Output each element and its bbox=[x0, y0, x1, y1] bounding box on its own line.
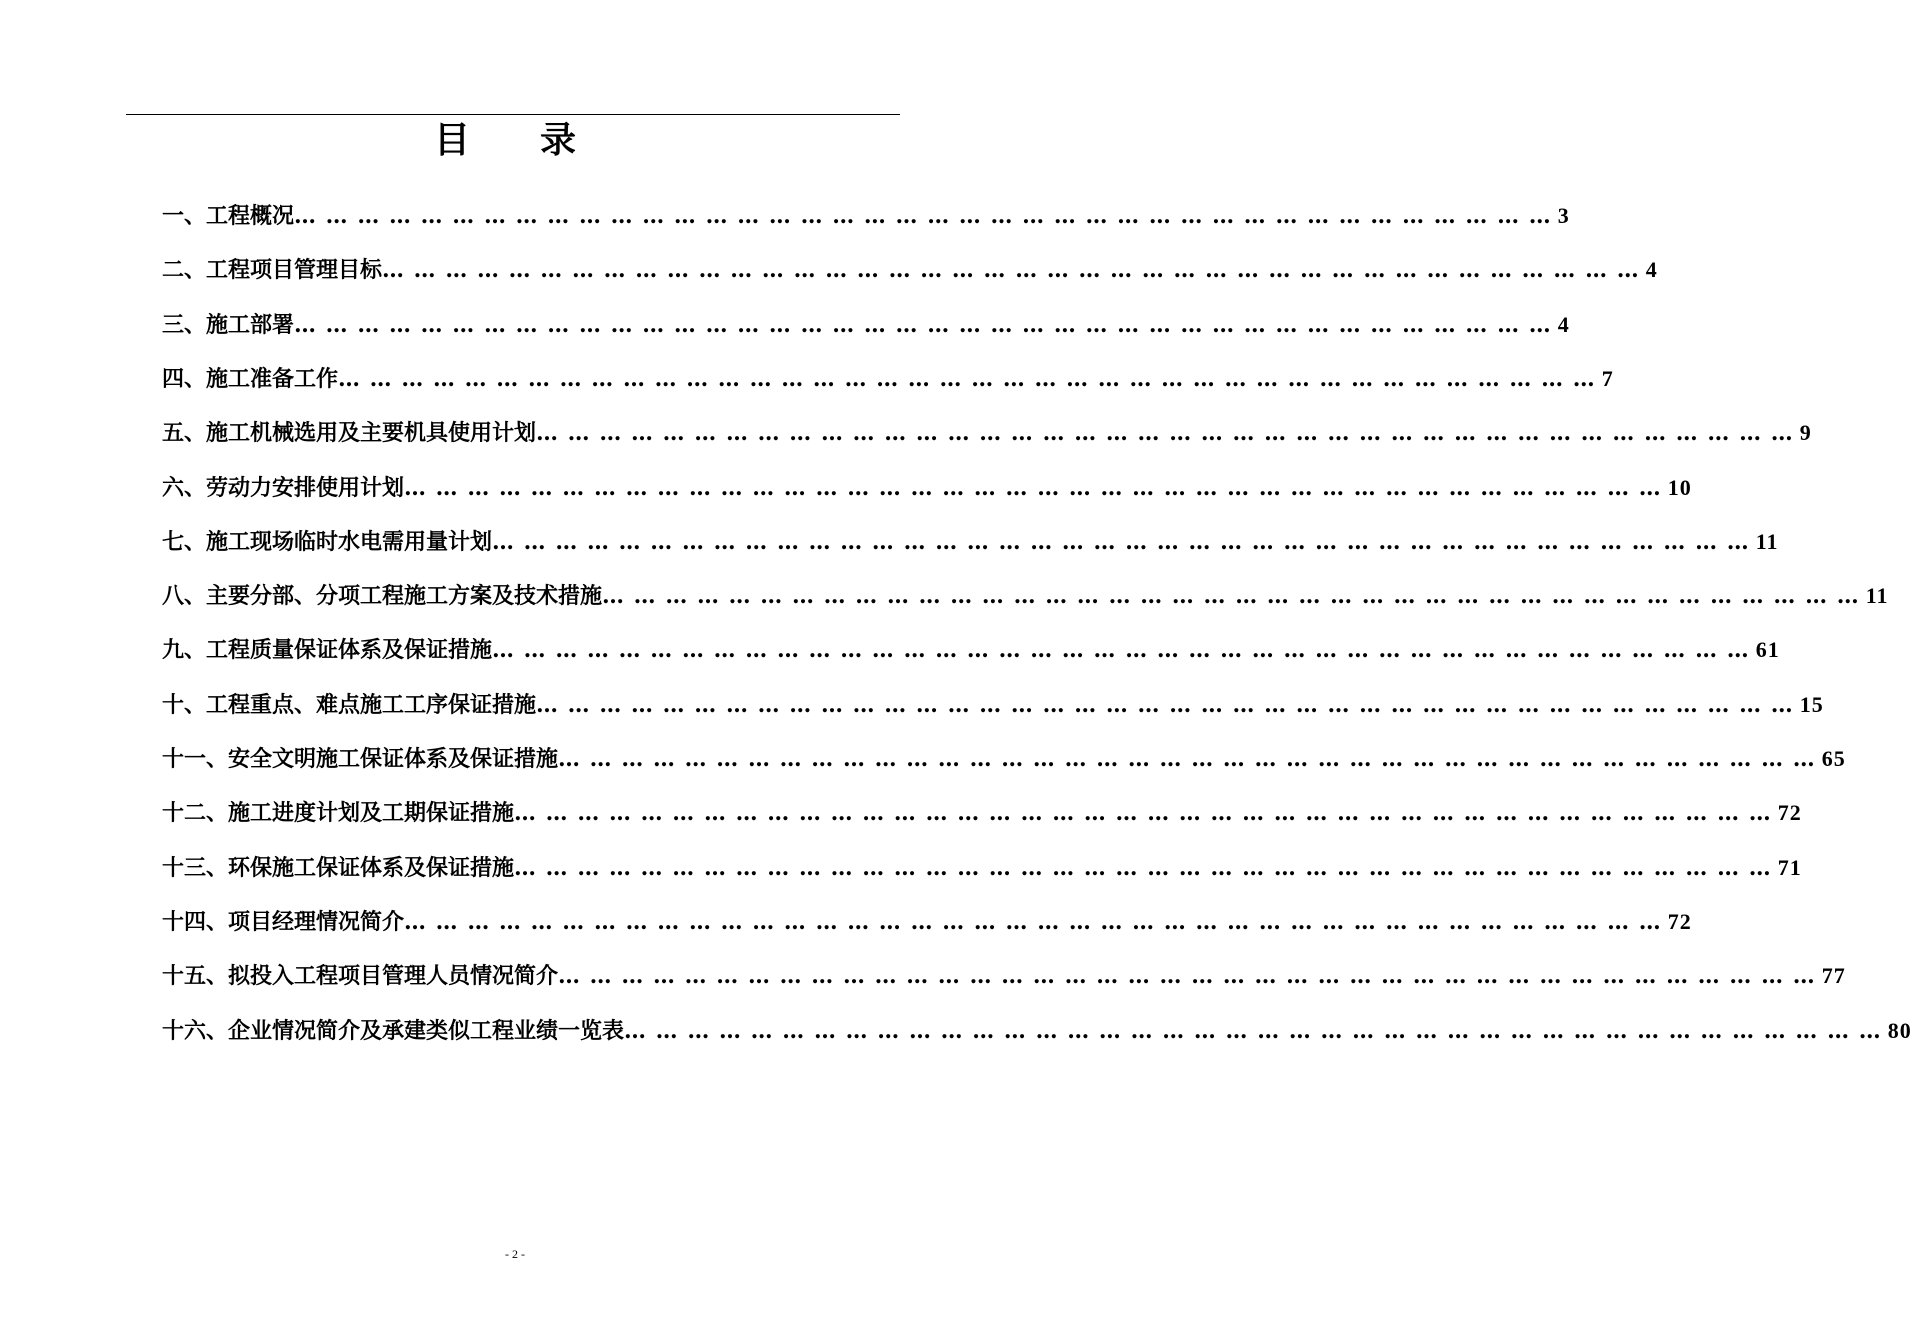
toc-entry-page: 7 bbox=[1601, 365, 1614, 391]
toc-entry[interactable] bbox=[162, 793, 1802, 833]
toc-entry-page: 77 bbox=[1821, 963, 1846, 989]
toc-entry-page: 72 bbox=[1777, 800, 1802, 826]
toc-entry[interactable] bbox=[162, 413, 1812, 453]
toc-entry-label: 九、工程质量保证体系及保证措施 bbox=[162, 637, 493, 664]
toc-entry-label: 十二、施工进度计划及工期保证措施 bbox=[162, 800, 515, 827]
toc-leader-dots: … … … … … … … … … … … … … … … … … … … … … … … … … … … … … … … … … … … … … … … … bbox=[602, 583, 1860, 610]
toc-entry-label: 十五、拟投入工程项目管理人员情况简介 bbox=[162, 963, 559, 990]
toc-entry-label: 三、施工部署 bbox=[162, 311, 295, 338]
toc-entry-page: 15 bbox=[1799, 691, 1824, 717]
page-number: - 2 - bbox=[505, 1247, 525, 1261]
toc-entry[interactable] bbox=[162, 739, 1846, 779]
toc-entry[interactable] bbox=[162, 685, 1824, 725]
toc-entry-label: 十、工程重点、难点施工工序保证措施 bbox=[162, 691, 537, 718]
toc-entry-page: 4 bbox=[1645, 257, 1658, 283]
toc-entry-page: 9 bbox=[1799, 420, 1812, 446]
toc-entry-page: 72 bbox=[1667, 908, 1692, 934]
toc-entry[interactable] bbox=[162, 576, 1889, 616]
toc-entry-label: 十四、项目经理情况简介 bbox=[162, 908, 405, 935]
toc-leader-dots: … … … … … … … … … … … … … … … … … … … … … … … … … … … … … … … … … … … … … … … … bbox=[558, 963, 1816, 990]
toc-leader-dots: … … … … … … … … … … … … … … … … … … … … … … … … … … … … … … … … … … … … … … … … bbox=[536, 420, 1794, 447]
toc-entry-label: 八、主要分部、分项工程施工方案及技术措施 bbox=[162, 583, 603, 610]
toc-entry-page: 65 bbox=[1821, 746, 1846, 771]
toc-entry-page: 10 bbox=[1667, 474, 1692, 500]
toc-entry[interactable] bbox=[162, 522, 1779, 562]
toc-entry[interactable] bbox=[162, 956, 1846, 996]
title-right-char: 录 bbox=[540, 119, 577, 161]
toc-leader-dots: … … … … … … … … … … … … … … … … … … … … … … … … … … … … … … … … … … … … … … … … bbox=[536, 691, 1794, 718]
toc-leader-dots: … … … … … … … … … … … … … … … … … … … … … … … … … … … … … … … … … … … … … … … … bbox=[382, 257, 1640, 284]
toc-entry-page: 71 bbox=[1777, 854, 1802, 880]
toc-entry[interactable] bbox=[162, 630, 1780, 670]
toc-entry-page: 80 bbox=[1887, 1017, 1912, 1043]
toc-leader-dots: … … … … … … … … … … … … … … … … … … … … … … … … … … … … … … … … … … … … … … … … bbox=[514, 800, 1772, 827]
toc-entry[interactable] bbox=[162, 359, 1614, 399]
toc-leader-dots: … … … … … … … … … … … … … … … … … … … … … … … … … … … … … … … … … … … … … … … … bbox=[492, 528, 1750, 555]
toc-entry[interactable] bbox=[162, 196, 1570, 236]
toc-leader-dots: … … … … … … … … … … … … … … … … … … … … … … … … … … … … … … … … … … … … … … … … bbox=[514, 854, 1772, 881]
toc-entry[interactable] bbox=[162, 1011, 1912, 1051]
toc-leader-dots: … … … … … … … … … … … … … … … … … … … … … … … … … … … … … … … … … … … … … … … … bbox=[492, 637, 1750, 664]
toc-leader-dots: … … … … … … … … … … … … … … … … … … … … … … … … … … … … … … … … … … … … … … … … bbox=[624, 1017, 1882, 1044]
toc-entry-page: 4 bbox=[1557, 311, 1570, 337]
toc-entry-page: 11 bbox=[1755, 528, 1779, 554]
toc-entry[interactable] bbox=[162, 848, 1802, 888]
toc-leader-dots: … … … … … … … … … … … … … … … … … … … … … … … … … … … … … … … … … … … … … … … … bbox=[558, 746, 1816, 772]
toc-entry[interactable] bbox=[162, 468, 1692, 508]
toc-leader-dots: … … … … … … … … … … … … … … … … … … … … … … … … … … … … … … … … … … … … … … … … bbox=[294, 311, 1552, 338]
toc-entry-page: 3 bbox=[1557, 203, 1570, 228]
toc-leader-dots: … … … … … … … … … … … … … … … … … … … … … … … … … … … … … … … … … … … … … … … … bbox=[338, 365, 1596, 392]
toc-entry-label: 一、工程概况 bbox=[162, 203, 295, 229]
toc-entry-label: 六、劳动力安排使用计划 bbox=[162, 474, 405, 501]
header-rule bbox=[126, 114, 900, 115]
toc-entry-page: 61 bbox=[1755, 637, 1780, 663]
toc-leader-dots: … … … … … … … … … … … … … … … … … … … … … … … … … … … … … … … … … … … … … … … … bbox=[404, 474, 1662, 501]
toc-leader-dots: … … … … … … … … … … … … … … … … … … … … … … … … … … … … … … … … … … … … … … … … bbox=[294, 203, 1552, 229]
title-left-char: 目 bbox=[433, 119, 470, 161]
toc-entry-label: 二、工程项目管理目标 bbox=[162, 257, 383, 284]
toc-entry[interactable] bbox=[162, 250, 1658, 290]
toc-entry-label: 五、施工机械选用及主要机具使用计划 bbox=[162, 420, 537, 447]
toc-entry[interactable] bbox=[162, 902, 1692, 942]
page-title bbox=[0, 118, 1010, 162]
toc-leader-dots: … … … … … … … … … … … … … … … … … … … … … … … … … … … … … … … … … … … … … … … … bbox=[404, 908, 1662, 935]
toc-entry-label: 十六、企业情况简介及承建类似工程业绩一览表 bbox=[162, 1017, 625, 1044]
toc-entry-label: 七、施工现场临时水电需用量计划 bbox=[162, 528, 493, 555]
toc-entry-page: 11 bbox=[1865, 583, 1889, 609]
toc-entry-label: 十一、安全文明施工保证体系及保证措施 bbox=[162, 746, 559, 772]
toc-entry-label: 十三、环保施工保证体系及保证措施 bbox=[162, 854, 515, 881]
toc-entry-label: 四、施工准备工作 bbox=[162, 365, 339, 392]
toc-entry[interactable] bbox=[162, 305, 1570, 345]
